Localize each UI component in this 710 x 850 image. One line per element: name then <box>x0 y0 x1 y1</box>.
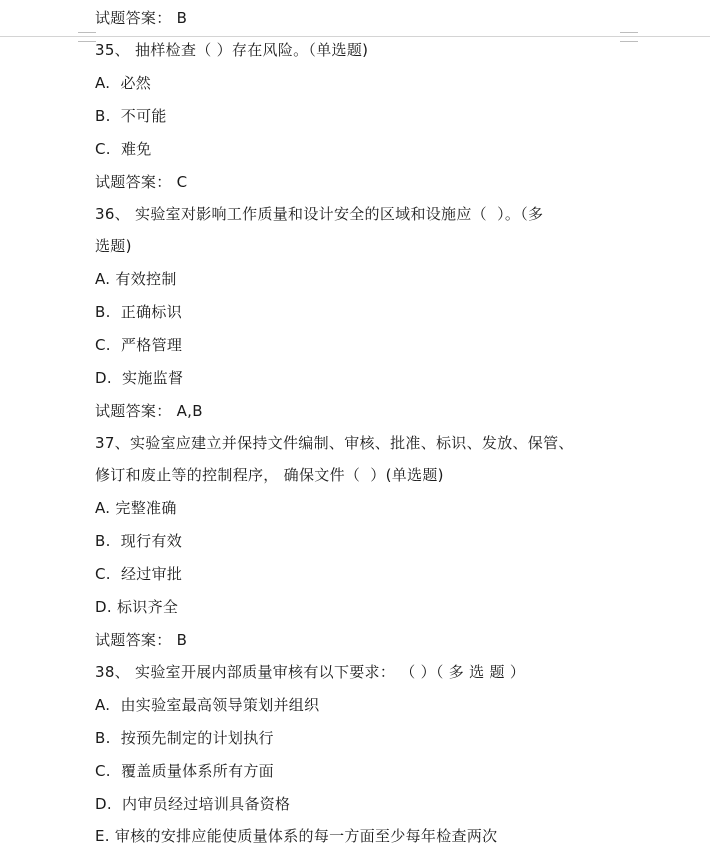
question-38: 38、 实验室开展内部质量审核有以下要求： （ ）（ 多 选 题 ） <box>95 663 526 681</box>
option-36-a: A. 有效控制 <box>95 270 177 288</box>
answer-line-q36: 试题答案： A,B <box>95 402 203 420</box>
option-38-a: A. 由实验室最高领导策划并组织 <box>95 696 320 714</box>
question-36-line2: 选题) <box>95 237 132 255</box>
page-corner-mark-left <box>78 32 96 42</box>
option-36-b: B. 正确标识 <box>95 303 182 321</box>
option-36-d: D. 实施监督 <box>95 369 184 387</box>
option-38-b: B. 按预先制定的计划执行 <box>95 729 274 747</box>
option-36-c: C. 严格管理 <box>95 336 183 354</box>
option-37-d: D. 标识齐全 <box>95 598 179 616</box>
answer-line-q35: 试题答案： C <box>95 173 188 191</box>
question-35: 35、 抽样检查（ ）存在风险。（单选题) <box>95 41 369 59</box>
page-break-line <box>0 36 710 37</box>
question-37-line2: 修订和废止等的控制程序， 确保文件（ ）(单选题) <box>95 466 444 484</box>
option-38-e: E. 审核的安排应能使质量体系的每一方面至少每年检查两次 <box>95 827 498 845</box>
option-35-a: A. 必然 <box>95 74 152 92</box>
answer-line-q34: 试题答案： B <box>95 9 188 27</box>
question-37-line1: 37、实验室应建立并保持文件编制、审核、批准、标识、发放、保管、 <box>95 434 574 452</box>
option-37-b: B. 现行有效 <box>95 532 182 550</box>
option-37-c: C. 经过审批 <box>95 565 183 583</box>
option-38-c: C. 覆盖质量体系所有方面 <box>95 762 274 780</box>
answer-line-q37: 试题答案： B <box>95 631 188 649</box>
option-38-d: D. 内审员经过培训具备资格 <box>95 795 291 813</box>
option-37-a: A. 完整准确 <box>95 499 177 517</box>
question-36-line1: 36、 实验室对影响工作质量和设计安全的区域和设施应（ ）。（多 <box>95 205 544 223</box>
page-corner-mark-right <box>620 32 638 42</box>
option-35-b: B. 不可能 <box>95 107 167 125</box>
option-35-c: C. 难免 <box>95 140 152 158</box>
